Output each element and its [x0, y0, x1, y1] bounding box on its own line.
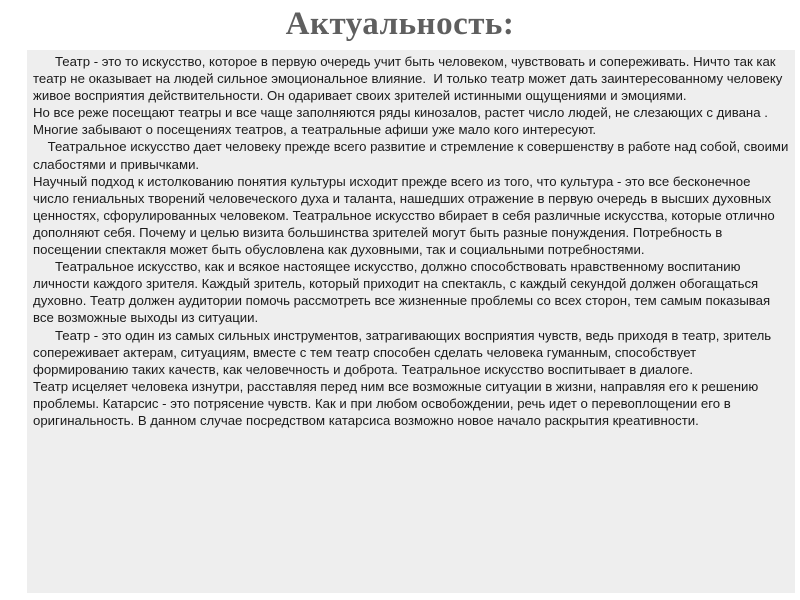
paragraph-3: Театральное искусство дает человеку прежде всего развитие и стремление к совершенству в работе над собой, своими слабостями и привычками. — [33, 139, 793, 172]
paragraph-5: Театральное искусство, как и всякое настоящее искусство, должно способствовать нравственному воспитанию личности каждого зрителя. Каждый зритель, который приходит на спектакль, с каждый секундой должен обогащаться духовно. Театр должен аудитории помочь рассмотреть все жизненные проблемы со всех сторон, тем самым показывая все возможные выходы из ситуации. — [33, 259, 774, 326]
paragraph-2: Но все реже посещают театры и все чаще заполняются ряды кинозалов, растет число людей, не слезающих с дивана . Многие забывают о посещениях театров, а театральные афиши уже мало кого интересуют. — [33, 105, 772, 138]
body-text-box — [27, 50, 795, 593]
slide-title: Актуальность: — [285, 6, 515, 42]
paragraph-6: Театр - это один из самых сильных инструментов, затрагивающих восприятия чувств, ведь приходя в театр, зритель сопереживает актерам, ситуациям, вместе с тем театр способен сделать человека гуманным, способствует формированию таких качеств, как человечность и доброта. Театральное искусство воспитывает в диалоге. — [33, 327, 775, 377]
paragraph-1: Театр - это то искусство, которое в первую очередь учит быть человеком, чувствовать и сопереживать. Ничто так как театр не оказывает на людей сильное эмоциональное влияние. И только театр может дать заинтересованному человеку живое восприятия действительности. Он одаривает своих зрителей истинными ощущениями и эмоциями. — [33, 54, 787, 104]
paragraph-7: Театр исцеляет человека изнутри, расставляя перед ним все возможные ситуации в жизни, направляя его к решению проблемы. Катарсис - это потрясение чувств. Как и при любом освобождении, речь идет о перевоплощении его в оригинальность. В данном случае посредством катарсиса возможно новое начало раскрытия креативности. — [33, 378, 762, 428]
paragraph-4: Научный подход к истолкованию понятия культуры исходит прежде всего из того, что культура - это все бесконечное число гениальных творений человеческого духа и таланта, нашедших отражение в первую очередь в высших духовных ценностях, сфорулированных человеком. Театральное искусство вбирает в себя различные искусства, которые отлично дополняют себя. Почему и целью визита большинства зрителей могут быть разные понуждения. Потребность в посещении спектакля может быть обусловлена как духовными, так и социальными потребностями. — [33, 173, 779, 258]
